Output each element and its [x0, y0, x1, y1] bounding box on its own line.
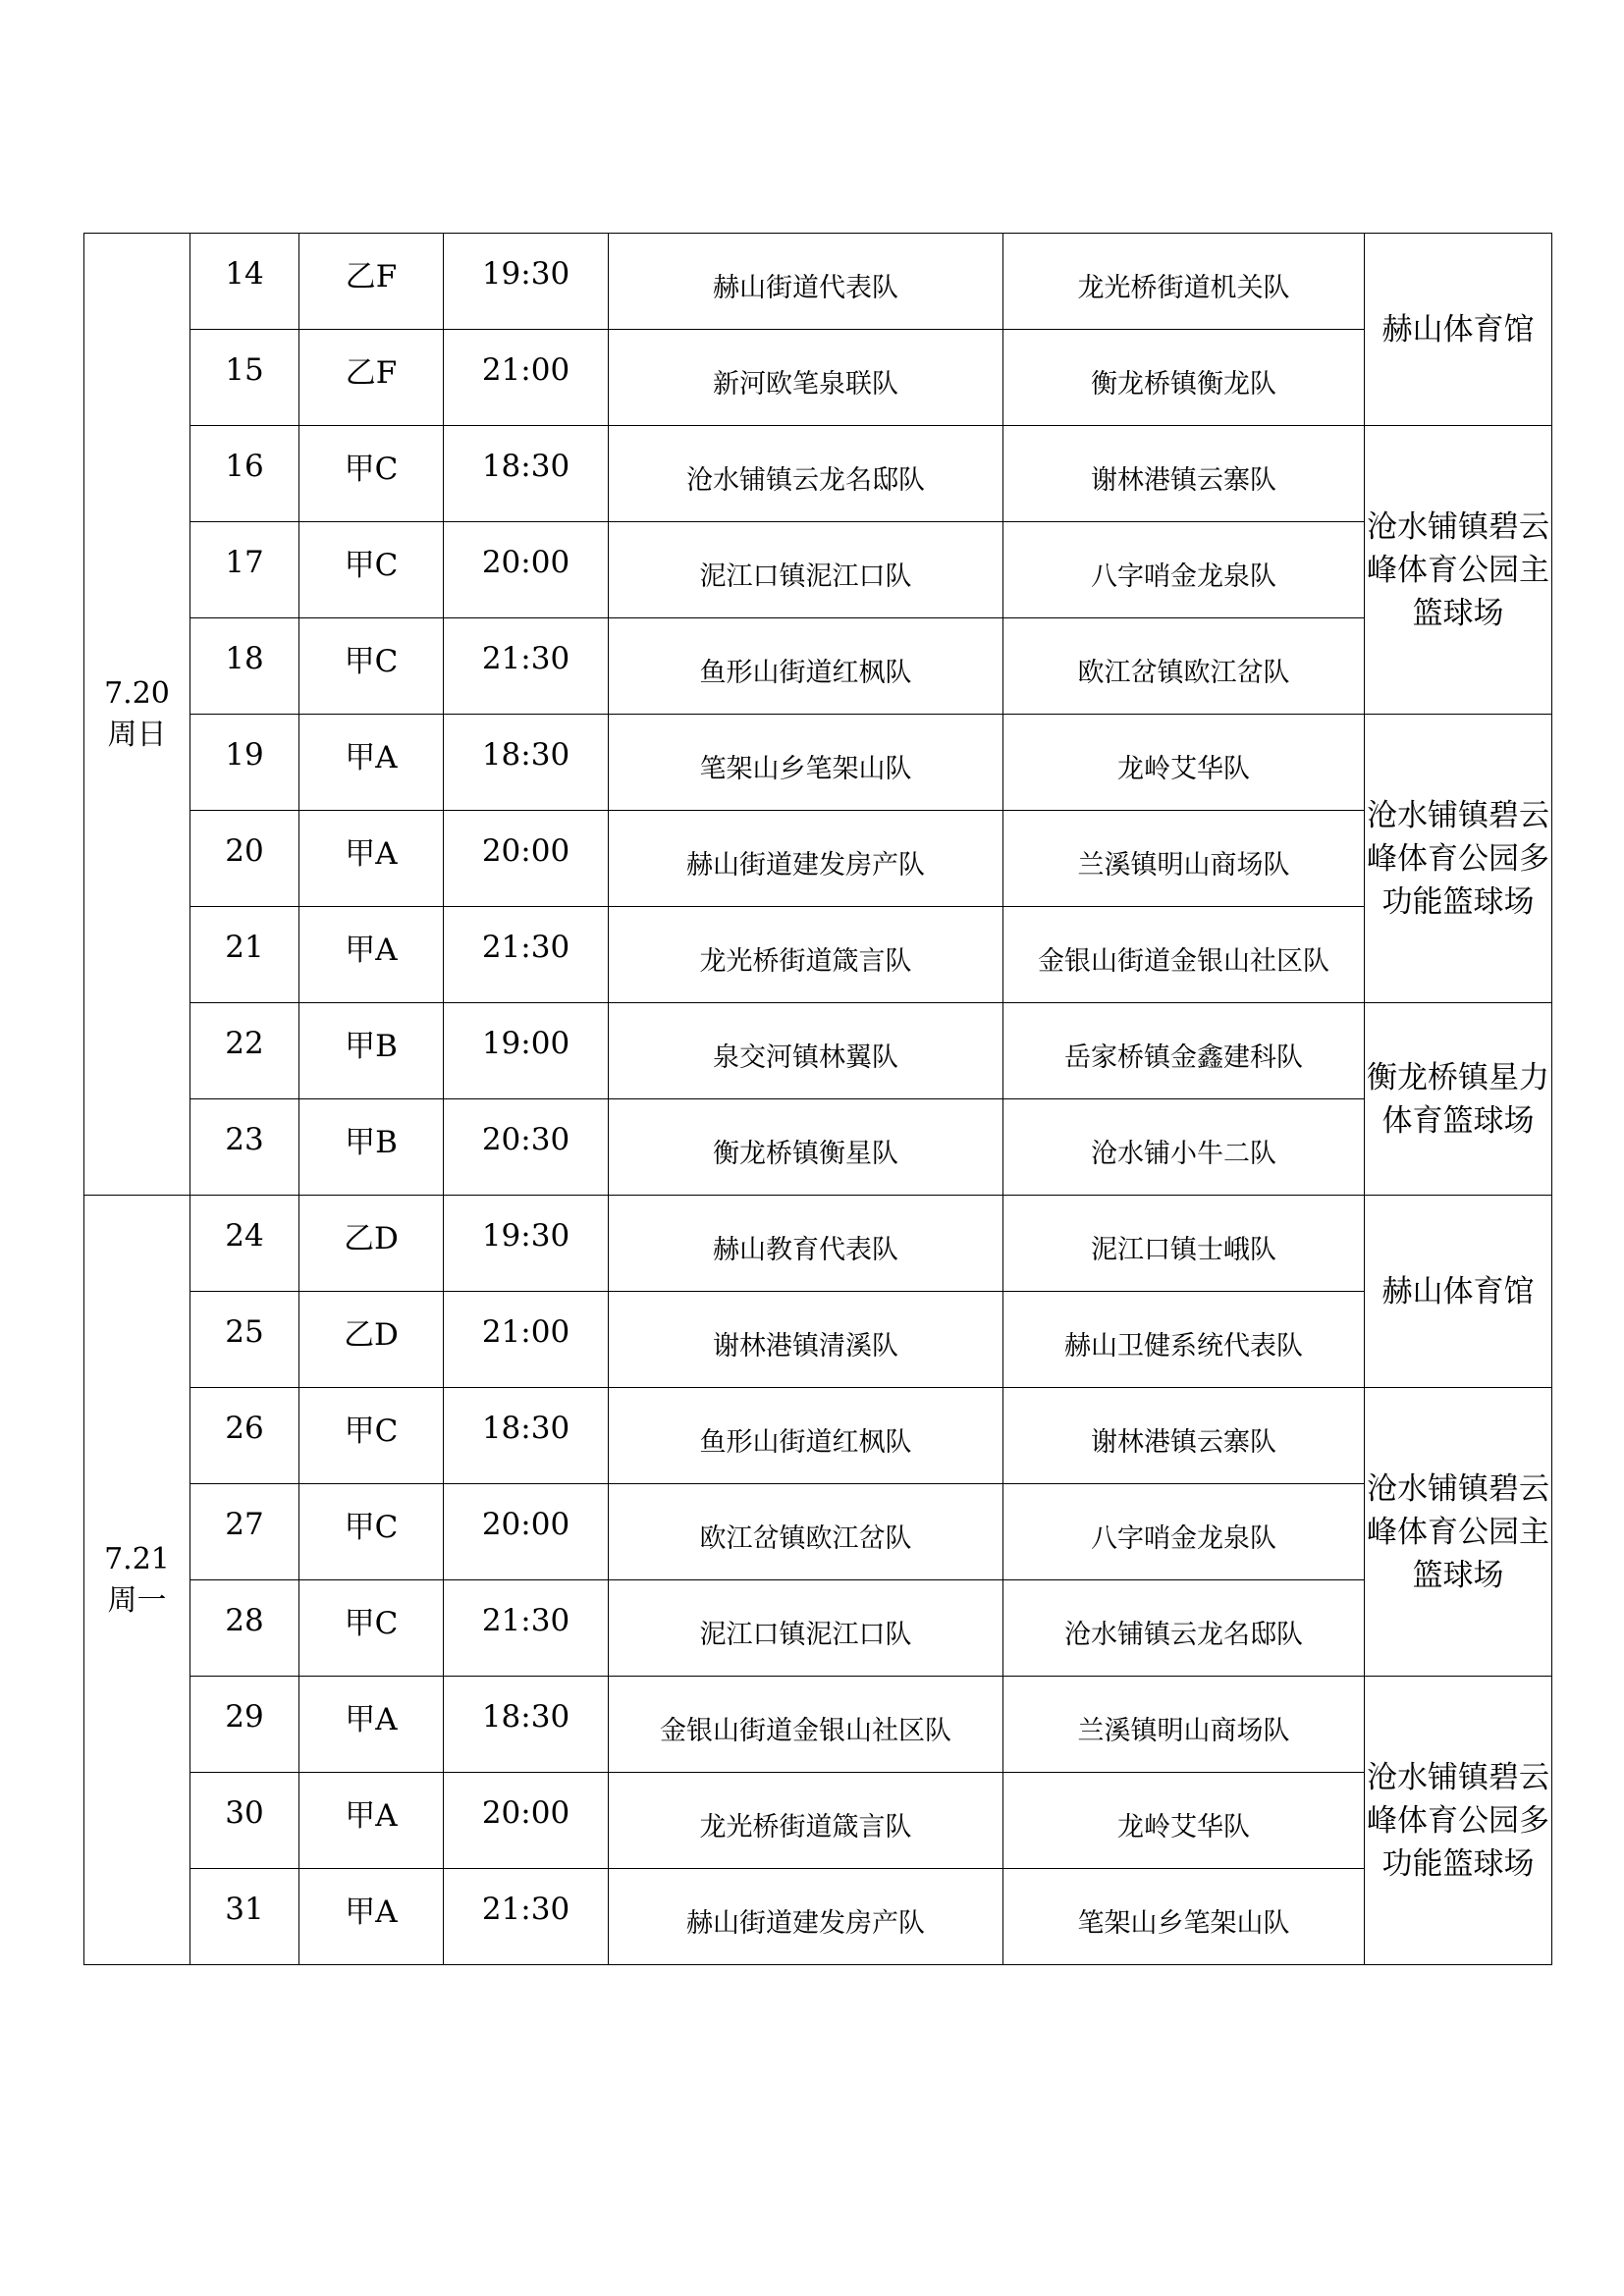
match-group-cell [299, 1099, 444, 1196]
match-time-cell [444, 618, 609, 715]
match-group: 甲A [345, 1895, 398, 1930]
home-team: 赫山街道建发房产队 [686, 850, 925, 881]
match-number-cell [190, 1196, 299, 1292]
match-time-cell [444, 715, 609, 811]
away-team: 八字哨金龙泉队 [1091, 561, 1276, 592]
match-time-cell [444, 522, 609, 618]
match-number: 30 [225, 1794, 264, 1831]
match-group: 乙D [344, 1221, 399, 1256]
away-team-cell [1003, 426, 1365, 522]
match-row [84, 1099, 1552, 1196]
match-time: 20:00 [481, 544, 570, 580]
match-group-cell [299, 811, 444, 907]
away-team-cell [1003, 1484, 1365, 1580]
match-time: 21:30 [481, 1891, 570, 1927]
match-row [84, 1388, 1552, 1484]
home-team-cell [609, 1677, 1003, 1773]
home-team-cell [609, 234, 1003, 330]
venue-cell [1365, 1677, 1552, 1965]
match-time: 21:00 [481, 351, 570, 388]
match-number: 29 [225, 1698, 264, 1735]
match-group-cell [299, 1869, 444, 1965]
match-time-cell [444, 1677, 609, 1773]
match-time-cell [444, 1003, 609, 1099]
match-row [84, 1292, 1552, 1388]
away-team-cell [1003, 1869, 1365, 1965]
venue-cell [1365, 426, 1552, 715]
match-group: 甲A [345, 836, 398, 872]
match-group-cell [299, 907, 444, 1003]
match-group-cell [299, 522, 444, 618]
home-team-cell [609, 811, 1003, 907]
home-team: 赫山教育代表队 [713, 1235, 898, 1265]
match-time: 20:30 [481, 1121, 570, 1157]
match-group: 甲A [345, 740, 398, 775]
match-row [84, 330, 1552, 426]
home-team-cell [609, 1869, 1003, 1965]
home-team: 赫山街道建发房产队 [686, 1908, 925, 1939]
away-team: 泥江口镇士峨队 [1091, 1235, 1276, 1265]
home-team-cell [609, 715, 1003, 811]
home-team-cell [609, 907, 1003, 1003]
away-team: 金银山街道金银山社区队 [1038, 946, 1329, 977]
home-team: 沧水铺镇云龙名邸队 [686, 465, 925, 496]
match-number-cell [190, 330, 299, 426]
match-time-cell [444, 1580, 609, 1677]
match-number: 18 [225, 640, 264, 676]
match-time-cell [444, 1099, 609, 1196]
away-team: 龙岭艾华队 [1117, 1812, 1250, 1842]
match-time: 18:30 [481, 1698, 570, 1735]
match-number: 17 [225, 544, 264, 580]
match-time: 18:30 [481, 448, 570, 484]
venue-cell [1365, 1003, 1552, 1196]
match-group-cell [299, 234, 444, 330]
home-team: 谢林港镇清溪队 [713, 1331, 898, 1362]
match-number-cell [190, 907, 299, 1003]
away-team: 兰溪镇明山商场队 [1077, 850, 1290, 881]
away-team-cell [1003, 1099, 1365, 1196]
match-time-cell [444, 1773, 609, 1869]
match-group-cell [299, 1196, 444, 1292]
match-number: 25 [225, 1313, 264, 1350]
match-row [84, 1773, 1552, 1869]
match-number-cell [190, 426, 299, 522]
match-number: 27 [225, 1506, 264, 1542]
home-team-cell [609, 1388, 1003, 1484]
venue-name: 沧水铺镇碧云峰体育公园主篮球场 [1367, 1470, 1549, 1593]
home-team-cell [609, 1196, 1003, 1292]
match-group-cell [299, 1677, 444, 1773]
venue-cell [1365, 1388, 1552, 1677]
match-group-cell [299, 1388, 444, 1484]
away-team: 沧水铺镇云龙名邸队 [1064, 1620, 1303, 1650]
match-time: 20:00 [481, 832, 570, 869]
home-team-cell [609, 618, 1003, 715]
match-number: 15 [225, 351, 264, 388]
home-team-cell [609, 426, 1003, 522]
home-team: 龙光桥街道箴言队 [699, 1812, 912, 1842]
match-group-cell [299, 426, 444, 522]
away-team: 沧水铺小牛二队 [1091, 1139, 1276, 1169]
match-row [84, 907, 1552, 1003]
match-row [84, 618, 1552, 715]
date-cell [84, 1196, 190, 1965]
away-team-cell [1003, 1003, 1365, 1099]
home-team: 鱼形山街道红枫队 [699, 1427, 912, 1458]
match-time: 19:30 [481, 1217, 570, 1254]
away-team: 龙光桥街道机关队 [1077, 273, 1290, 303]
match-time-cell [444, 330, 609, 426]
match-number-cell [190, 234, 299, 330]
match-group-cell [299, 1773, 444, 1869]
match-row [84, 715, 1552, 811]
venue-name: 沧水铺镇碧云峰体育公园主篮球场 [1367, 508, 1549, 631]
home-team: 鱼形山街道红枫队 [699, 658, 912, 688]
match-group-cell [299, 1484, 444, 1580]
match-number-cell [190, 1292, 299, 1388]
home-team: 新河欧笔泉联队 [713, 369, 898, 400]
match-group: 甲A [345, 1702, 398, 1737]
match-row [84, 1196, 1552, 1292]
away-team-cell [1003, 715, 1365, 811]
home-team-cell [609, 1003, 1003, 1099]
match-time: 20:00 [481, 1794, 570, 1831]
match-time-cell [444, 234, 609, 330]
match-time-cell [444, 1388, 609, 1484]
match-row [84, 522, 1552, 618]
match-number-cell [190, 1580, 299, 1677]
home-team-cell [609, 330, 1003, 426]
away-team: 谢林港镇云寨队 [1091, 465, 1276, 496]
match-group-cell [299, 1580, 444, 1677]
match-number: 22 [225, 1025, 264, 1061]
match-group-cell [299, 715, 444, 811]
away-team-cell [1003, 811, 1365, 907]
match-group: 乙F [345, 259, 398, 294]
venue-name: 赫山体育馆 [1381, 311, 1535, 347]
match-schedule-table [83, 233, 1552, 1965]
venue-cell [1365, 715, 1552, 1003]
home-team: 金银山街道金银山社区队 [660, 1716, 951, 1746]
match-number: 20 [225, 832, 264, 869]
home-team: 龙光桥街道箴言队 [699, 946, 912, 977]
match-time-cell [444, 426, 609, 522]
match-group: 甲A [345, 933, 398, 968]
away-team-cell [1003, 234, 1365, 330]
match-group: 甲C [344, 1414, 399, 1449]
home-team: 泥江口镇泥江口队 [699, 1620, 912, 1650]
match-time: 21:30 [481, 640, 570, 676]
match-number-cell [190, 1773, 299, 1869]
match-number: 24 [225, 1217, 264, 1254]
match-group: 甲C [344, 548, 399, 583]
match-number: 28 [225, 1602, 264, 1638]
match-number: 31 [225, 1891, 264, 1927]
home-team-cell [609, 1773, 1003, 1869]
match-time: 21:00 [481, 1313, 570, 1350]
match-row [84, 1003, 1552, 1099]
away-team: 衡龙桥镇衡龙队 [1091, 369, 1276, 400]
match-row [84, 234, 1552, 330]
match-time-cell [444, 1196, 609, 1292]
away-team-cell [1003, 618, 1365, 715]
match-time-cell [444, 811, 609, 907]
match-time-cell [444, 1484, 609, 1580]
match-group: 甲C [344, 644, 399, 679]
date-cell [84, 234, 190, 1196]
match-number: 26 [225, 1410, 264, 1446]
match-time: 21:30 [481, 1602, 570, 1638]
away-team: 龙岭艾华队 [1117, 754, 1250, 784]
home-team-cell [609, 1580, 1003, 1677]
schedule-body [84, 234, 1552, 1965]
home-team-cell [609, 1292, 1003, 1388]
home-team-cell [609, 522, 1003, 618]
match-group-cell [299, 1292, 444, 1388]
match-row [84, 1869, 1552, 1965]
venue-name: 沧水铺镇碧云峰体育公园多功能篮球场 [1367, 1759, 1549, 1882]
match-time: 18:30 [481, 736, 570, 773]
match-number: 23 [225, 1121, 264, 1157]
match-time: 20:00 [481, 1506, 570, 1542]
match-number-cell [190, 1099, 299, 1196]
venue-name: 赫山体育馆 [1381, 1273, 1535, 1309]
home-team-cell [609, 1099, 1003, 1196]
away-team-cell [1003, 1196, 1365, 1292]
home-team: 衡龙桥镇衡星队 [713, 1139, 898, 1169]
away-team: 欧江岔镇欧江岔队 [1077, 658, 1290, 688]
match-row [84, 811, 1552, 907]
home-team: 泉交河镇林翼队 [713, 1042, 898, 1073]
away-team: 八字哨金龙泉队 [1091, 1523, 1276, 1554]
match-row [84, 1580, 1552, 1677]
match-number: 19 [225, 736, 264, 773]
match-group: 甲C [344, 452, 399, 487]
match-weekday: 周一 [107, 1582, 167, 1618]
match-number-cell [190, 1677, 299, 1773]
match-group-cell [299, 330, 444, 426]
away-team-cell [1003, 1580, 1365, 1677]
match-number-cell [190, 715, 299, 811]
home-team: 笔架山乡笔架山队 [699, 754, 912, 784]
away-team: 笔架山乡笔架山队 [1077, 1908, 1290, 1939]
match-group: 甲B [345, 1029, 398, 1064]
match-row [84, 426, 1552, 522]
away-team: 岳家桥镇金鑫建科队 [1064, 1042, 1303, 1073]
match-number-cell [190, 1388, 299, 1484]
match-row [84, 1677, 1552, 1773]
match-group: 甲B [345, 1125, 398, 1160]
away-team: 兰溪镇明山商场队 [1077, 1716, 1290, 1746]
match-weekday: 周日 [107, 717, 167, 752]
match-number-cell [190, 618, 299, 715]
match-group: 甲C [344, 1606, 399, 1641]
match-number-cell [190, 1484, 299, 1580]
match-group: 甲A [345, 1798, 398, 1834]
match-time-cell [444, 1869, 609, 1965]
match-time-cell [444, 907, 609, 1003]
away-team: 谢林港镇云寨队 [1091, 1427, 1276, 1458]
match-number: 21 [225, 929, 264, 965]
match-time: 19:00 [481, 1025, 570, 1061]
match-time: 19:30 [481, 255, 570, 292]
away-team-cell [1003, 1388, 1365, 1484]
away-team-cell [1003, 907, 1365, 1003]
home-team: 欧江岔镇欧江岔队 [699, 1523, 912, 1554]
match-number-cell [190, 811, 299, 907]
home-team: 赫山街道代表队 [713, 273, 898, 303]
away-team: 赫山卫健系统代表队 [1064, 1331, 1303, 1362]
match-date: 7.21 [104, 1541, 170, 1576]
venue-cell [1365, 234, 1552, 426]
home-team-cell [609, 1484, 1003, 1580]
venue-name: 衡龙桥镇星力体育篮球场 [1367, 1059, 1549, 1139]
match-number: 14 [225, 255, 264, 292]
match-row [84, 1484, 1552, 1580]
away-team-cell [1003, 1677, 1365, 1773]
match-group: 乙F [345, 355, 398, 391]
away-team-cell [1003, 330, 1365, 426]
match-number-cell [190, 522, 299, 618]
match-group: 乙D [344, 1317, 399, 1353]
home-team: 泥江口镇泥江口队 [699, 561, 912, 592]
match-number: 16 [225, 448, 264, 484]
away-team-cell [1003, 1773, 1365, 1869]
match-date: 7.20 [104, 675, 170, 711]
venue-name: 沧水铺镇碧云峰体育公园多功能篮球场 [1367, 797, 1549, 920]
match-number-cell [190, 1003, 299, 1099]
match-time: 18:30 [481, 1410, 570, 1446]
match-group-cell [299, 1003, 444, 1099]
venue-cell [1365, 1196, 1552, 1388]
match-number-cell [190, 1869, 299, 1965]
away-team-cell [1003, 522, 1365, 618]
match-group-cell [299, 618, 444, 715]
match-group: 甲C [344, 1510, 399, 1545]
away-team-cell [1003, 1292, 1365, 1388]
match-time-cell [444, 1292, 609, 1388]
match-time: 21:30 [481, 929, 570, 965]
